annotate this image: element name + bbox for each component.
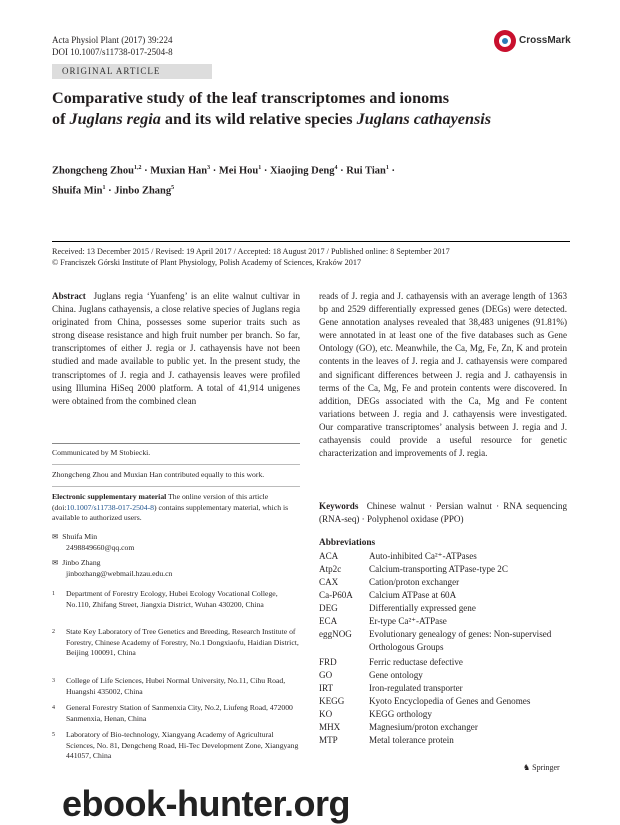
footnote-rule-2: [52, 464, 300, 465]
mail-icon: ✉: [52, 558, 59, 567]
crossmark-icon: [494, 30, 516, 52]
journal-citation: Acta Physiol Plant (2017) 39:224: [52, 35, 173, 45]
esm-note: Electronic supplementary material The online version of this article (doi:10.1007/s11738-017-2504-8) contains supplementary material, which is available to authorized users.: [52, 492, 289, 523]
communicated-note: Communicated by M Stobiecki.: [52, 448, 151, 457]
doi: DOI 10.1007/s11738-017-2504-8: [52, 47, 173, 57]
esm-doi-link[interactable]: 10.1007/s11738-017-2504-8: [66, 502, 155, 512]
abbreviations-heading: Abbreviations: [319, 538, 376, 548]
publication-dates: Received: 13 December 2015 / Revised: 19 April 2017 / Accepted: 18 August 2017 / Published online: 8 September 2017 © Franciszek Górski Institute of Plant Physiology, Polish Academy of Sciences, Kraków 2017: [52, 247, 450, 267]
abstract-left: [52, 290, 300, 408]
contact-1: ✉ Shuifa Min 2498849660@qq.com: [52, 532, 135, 552]
affiliation: 1 Department of Forestry Ecology, Hubei Ecology Vocational College, No.110, Zhifang Street, Jiangxia District, Wuhan 430200, China: [52, 589, 278, 609]
watermark: ebook-hunter.org: [62, 783, 350, 824]
affiliation: 3 College of Life Sciences, Hubei Normal University, No.11, Cihu Road, Huangshi 435002, China: [52, 676, 286, 696]
mail-icon: ✉: [52, 532, 59, 541]
contact-email[interactable]: 2498849660@qq.com: [66, 542, 135, 552]
springer-logo: ♞ Springer: [523, 763, 560, 772]
equal-contribution-note: Zhongcheng Zhou and Muxian Han contributed equally to this work.: [52, 470, 265, 479]
keywords: Keywords Chinese walnut · Persian walnut · RNA sequencing (RNA-seq) · Polyphenol oxidase (PPO): [319, 501, 568, 525]
springer-horse-icon: ♞: [523, 763, 531, 772]
abstract-text-left: Juglans regia ‘Yuanfeng’ is an elite walnut cultivar in China. Juglans cathayensis, a close relative species of Juglans regia originated from China, possesses some superior traits such as strong disease resistance and high fruit number per branch. So far, transcriptomes of either J. regia or J. cathayensis have not been studied and made available to public yet. In the present study, the transcriptomes of J. regia and J. cathayensis leaves were profiled using Illumina HiSeq 2000 platform. A total of 41,914 unigenes were obtained from the combined clean: [52, 291, 300, 406]
affiliation: 4 General Forestry Station of Sanmenxia City, No.2, Liufeng Road, 472000 Sanmenxia, Henan, China: [52, 703, 293, 723]
affiliation: 5 Laboratory of Bio-technology, Xiangyang Academy of Agricultural Sciences, No. 81, Dengcheng Road, Hi-Tec Development Zone, Xiangyang 441057, China: [52, 730, 299, 761]
divider: [52, 241, 570, 242]
crossmark-label: CrossMark: [519, 35, 571, 46]
crossmark-badge[interactable]: [494, 30, 571, 54]
paper-title: Comparative study of the leaf transcriptomes and ionoms of Juglans regia and its wild relative species Juglans cathayensis: [52, 89, 492, 128]
abstract-label: Abstract: [52, 291, 86, 301]
article-type: ORIGINAL ARTICLE: [62, 66, 161, 76]
contact-2: ✉ Jinbo Zhang jinbozhang@webmail.hzau.edu.cn: [52, 558, 173, 578]
journal-header: [52, 34, 173, 58]
contact-email[interactable]: jinbozhang@webmail.hzau.edu.cn: [66, 568, 173, 578]
affiliation: 2 State Key Laboratory of Tree Genetics and Breeding, Research Institute of Forestry, Chinese Academy of Forestry, No.1 Dongxiaofu, Haidian District, Beijing 100091, China: [52, 627, 299, 658]
footnote-rule: [52, 443, 300, 444]
author-list: Zhongcheng Zhou$^{1,2}$ · Muxian Han$^3$ · Mei Hou$^1$ · Xiaojing Deng$^4$ · Rui Tian$^1$ · Shuifa Min$^1$ · Jinbo Zhang$^5$: [52, 165, 395, 196]
article-type-band: [52, 64, 212, 79]
footnote-rule-3: [52, 486, 300, 487]
abstract-right: reads of J. regia and J. cathayensis with an average length of 1363 bp and 2529 differentially expressed genes (DEGs) were detected. Gene annotation analyses revealed that 38,483 unigenes (91.81%) were annotated in at least one of the five databases such as Gene Ontology (GO), etc. Meanwhile, the Ca, Mg, Fe, Zn, K and protein contents in the leaves of J. regia and J. cathayensis were compared and significant differences between J. regia and J. cathayensis in terms of the Ca, Mg, Fe and protein contents were discovered. In addition, DEGs associated with the Ca, Mg and Fe content variations between J. regia and J. cathayensis were investigated. Our comparative transcriptomes’ analysis between J. regia and J. cathayensis could provide a useful resource for genetic characterization and improvements of J. regia.: [319, 291, 567, 459]
